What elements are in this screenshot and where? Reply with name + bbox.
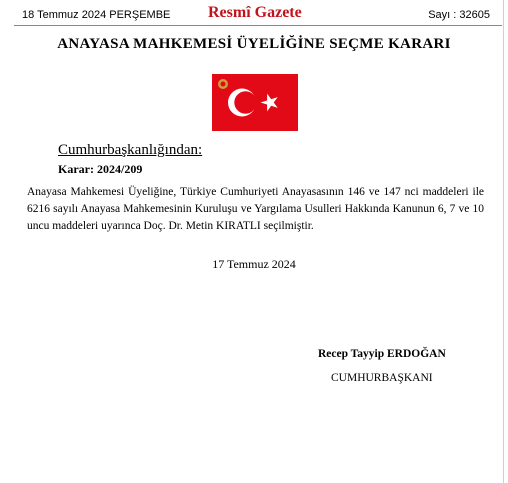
page-edge <box>503 0 504 483</box>
signatory-title: CUMHURBAŞKANI <box>331 372 433 384</box>
decision-date: 17 Temmuz 2024 <box>212 257 296 271</box>
signatory-name: Recep Tayyip ERDOĞAN <box>318 348 446 360</box>
decision-number: Karar: 2024/209 <box>58 162 143 176</box>
header-divider <box>14 25 502 26</box>
turkish-flag-icon <box>212 74 298 131</box>
issuer-heading: Cumhurbaşkanlığından: <box>58 142 203 158</box>
header-date: 18 Temmuz 2024 PERŞEMBE <box>22 9 171 21</box>
decision-body: Anayasa Mahkemesi Üyeliğine, Türkiye Cumhuriyeti Anayasasının 146 ve 147 nci maddeleri ile 6216 sayılı Anayasa Mahkemesinin Kuruluşu ve Yargılama Usulleri Hakkında Kanunun 6, 7 ve 10 uncu maddeleri uyarınca Doç. Dr. Metin KIRATLI seçilmiştir. <box>27 186 484 232</box>
document-title: ANAYASA MAHKEMESİ ÜYELİĞİNE SEÇME KARARI <box>57 36 451 52</box>
gazette-name: Resmî Gazete <box>208 4 302 21</box>
issue-number: Sayı : 32605 <box>428 9 490 21</box>
